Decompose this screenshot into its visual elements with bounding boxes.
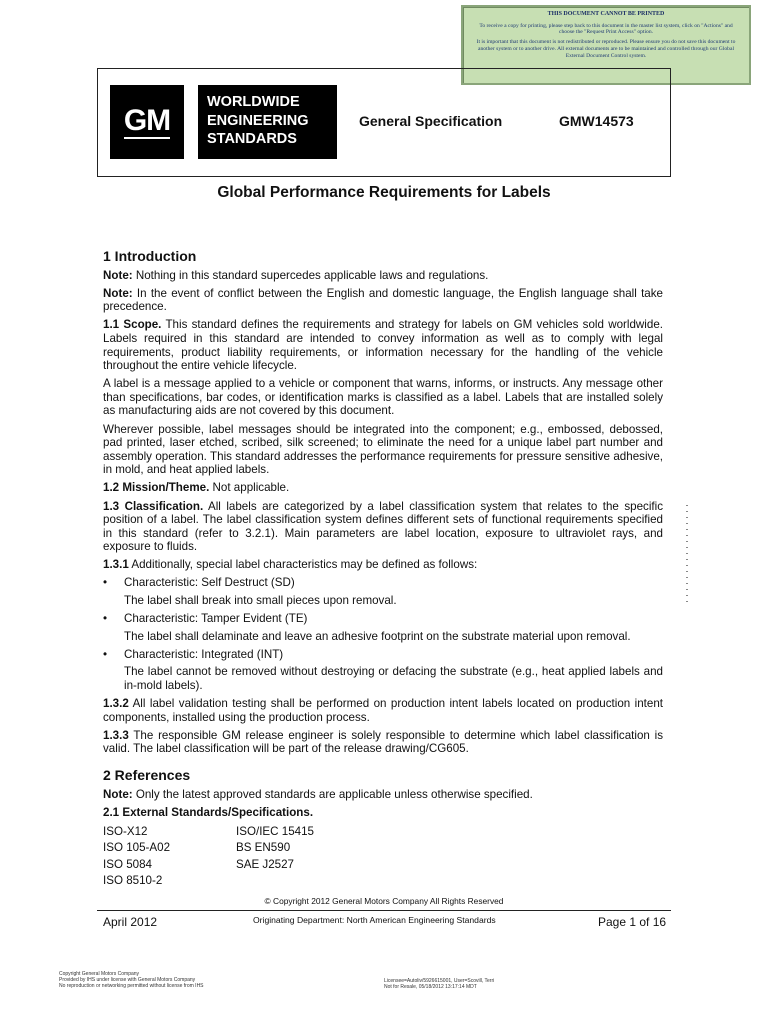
margin-marks xyxy=(686,505,688,605)
wes-line-3: STANDARDS xyxy=(207,131,297,147)
paragraph-mission: 1.2 Mission/Theme. Not applicable. xyxy=(103,481,290,495)
bullet-integrated-desc: The label cannot be removed without destroying or defacing the substrate (e.g., heat applied labels and in-mold labels). xyxy=(124,665,663,693)
document-number: GMW14573 xyxy=(559,113,634,129)
notice-title: THIS DOCUMENT CANNOT BE PRINTED xyxy=(547,11,665,17)
footer-rule xyxy=(97,910,671,911)
bullet-self-destruct-desc: The label shall break into small pieces upon removal. xyxy=(124,594,397,608)
paragraph-label-definition: A label is a message applied to a vehicle or component that warns, informs, or instructs. Any message other than specifications, bar codes, or identification marks is classified as a label. Labels that are installed solely as manufacturing aids are not covered by this document. xyxy=(103,377,663,418)
note-laws: Note: Nothing in this standard supercedes applicable laws and regulations. xyxy=(103,268,489,282)
paragraph-scope: 1.1 Scope. This standard defines the requirements and strategy for labels on GM vehicles sold worldwide. Labels required in this standard are intended to convey information as well as to comply with legal requirements, product liability requirements, or information necessary for the handling of the vehicle throughout the entire vehicle lifecycle. xyxy=(103,318,663,373)
spec-type: General Specification xyxy=(359,113,503,129)
document-title: Global Performance Requirements for Labels xyxy=(217,184,551,201)
bullet-self-destruct: • Characteristic: Self Destruct (SD) xyxy=(103,576,663,590)
print-restriction-notice xyxy=(461,5,751,85)
header-border-top xyxy=(97,68,671,69)
standard-item: BS EN590 xyxy=(236,841,291,855)
wes-line-1: WORLDWIDE xyxy=(207,94,300,110)
standard-item: ISO-X12 xyxy=(103,825,148,839)
header-border-right xyxy=(670,68,671,176)
standard-item: ISO/IEC 15415 xyxy=(236,825,314,839)
bullet-tamper-evident-desc: The label shall delaminate and leave an adhesive footprint on the substrate material upon removal. xyxy=(124,629,631,643)
gm-logo: GM xyxy=(110,85,184,159)
note-latest-standards: Note: Only the latest approved standards are applicable unless otherwise specified. xyxy=(103,787,533,801)
header-border-left xyxy=(97,68,98,176)
standard-item: ISO 8510-2 xyxy=(103,873,163,887)
document-body xyxy=(103,250,663,887)
standard-item: ISO 105-A02 xyxy=(103,841,171,855)
standard-item: SAE J2527 xyxy=(236,857,295,871)
footer-page-number: Page 1 of 16 xyxy=(598,915,667,929)
license-right: Licensee=Autoliv/5926615001, User=Scovill, Terri Not for Resale, 05/18/2012 13:17:14 MDT xyxy=(384,978,495,991)
bullet-integrated: • Characteristic: Integrated (INT) xyxy=(103,648,663,662)
section-heading-introduction: 1 Introduction xyxy=(103,248,197,264)
paragraph-classification: 1.3 Classification. All labels are categorized by a label classification system that relates to the specific position of a label. The label classification system defines different sets of functional requirements specified in this standard (refer to 3.2.1). Main parameters are label location, exposure to ultraviolet rays, and exposure to fluids. xyxy=(103,499,663,554)
footer-department: Originating Department: North American Engineering Standards xyxy=(253,915,496,925)
header-border-bottom xyxy=(97,176,671,177)
copyright-notice: © Copyright 2012 General Motors Company All Rights Reserved xyxy=(264,896,504,906)
paragraph-1-3-3: 1.3.3 The responsible GM release engineer is solely responsible to determine which label classification is valid. The label classification will be part of the release drawing/CG605. xyxy=(103,728,663,756)
footer-date: April 2012 xyxy=(103,915,158,929)
paragraph-1-3-1: 1.3.1 Additionally, special label characteristics may be defined as follows: xyxy=(103,558,478,572)
notice-paragraph-1: To receive a copy for printing, please step back to this document in the master list system, click on "Actions" and choose the "Request Print Access" option. xyxy=(479,22,733,36)
license-left: Copyright General Motors Company Provided by IHS under license with General Motors Company No reproduction or networking permitted without license from IHS xyxy=(59,971,204,990)
standards-list xyxy=(103,825,663,887)
section-heading-references: 2 References xyxy=(103,767,191,783)
bullet-tamper-evident: • Characteristic: Tamper Evident (TE) xyxy=(103,612,663,626)
note-language: Note: In the event of conflict between the English and domestic language, the English language shall take precedence. xyxy=(103,286,663,314)
paragraph-integration: Wherever possible, label messages should be integrated into the component; e.g., embossed, debossed, pad printed, laser etched, scribed, silk screened; to eliminate the need for a unique label part number and assembly operation. This standard addresses the performance requirements for pressure sensitive adhesive, in mold, and heat applied labels. xyxy=(103,422,663,477)
subsection-external-standards: 2.1 External Standards/Specifications. xyxy=(103,805,314,819)
notice-paragraph-2: It is important that this document is not redistributed or reproduced. Please ensure you do not save this document to another system or to another drive. All external documents are to be maintained and controlled through our Global External Document Control system. xyxy=(476,39,736,60)
wes-line-2: ENGINEERING xyxy=(207,112,309,129)
paragraph-1-3-2: 1.3.2 All label validation testing shall be performed on production intent labels located on production intent components, installed using the production process. xyxy=(103,697,663,724)
standard-item: ISO 5084 xyxy=(103,857,152,871)
worldwide-engineering-standards-block xyxy=(198,85,337,159)
